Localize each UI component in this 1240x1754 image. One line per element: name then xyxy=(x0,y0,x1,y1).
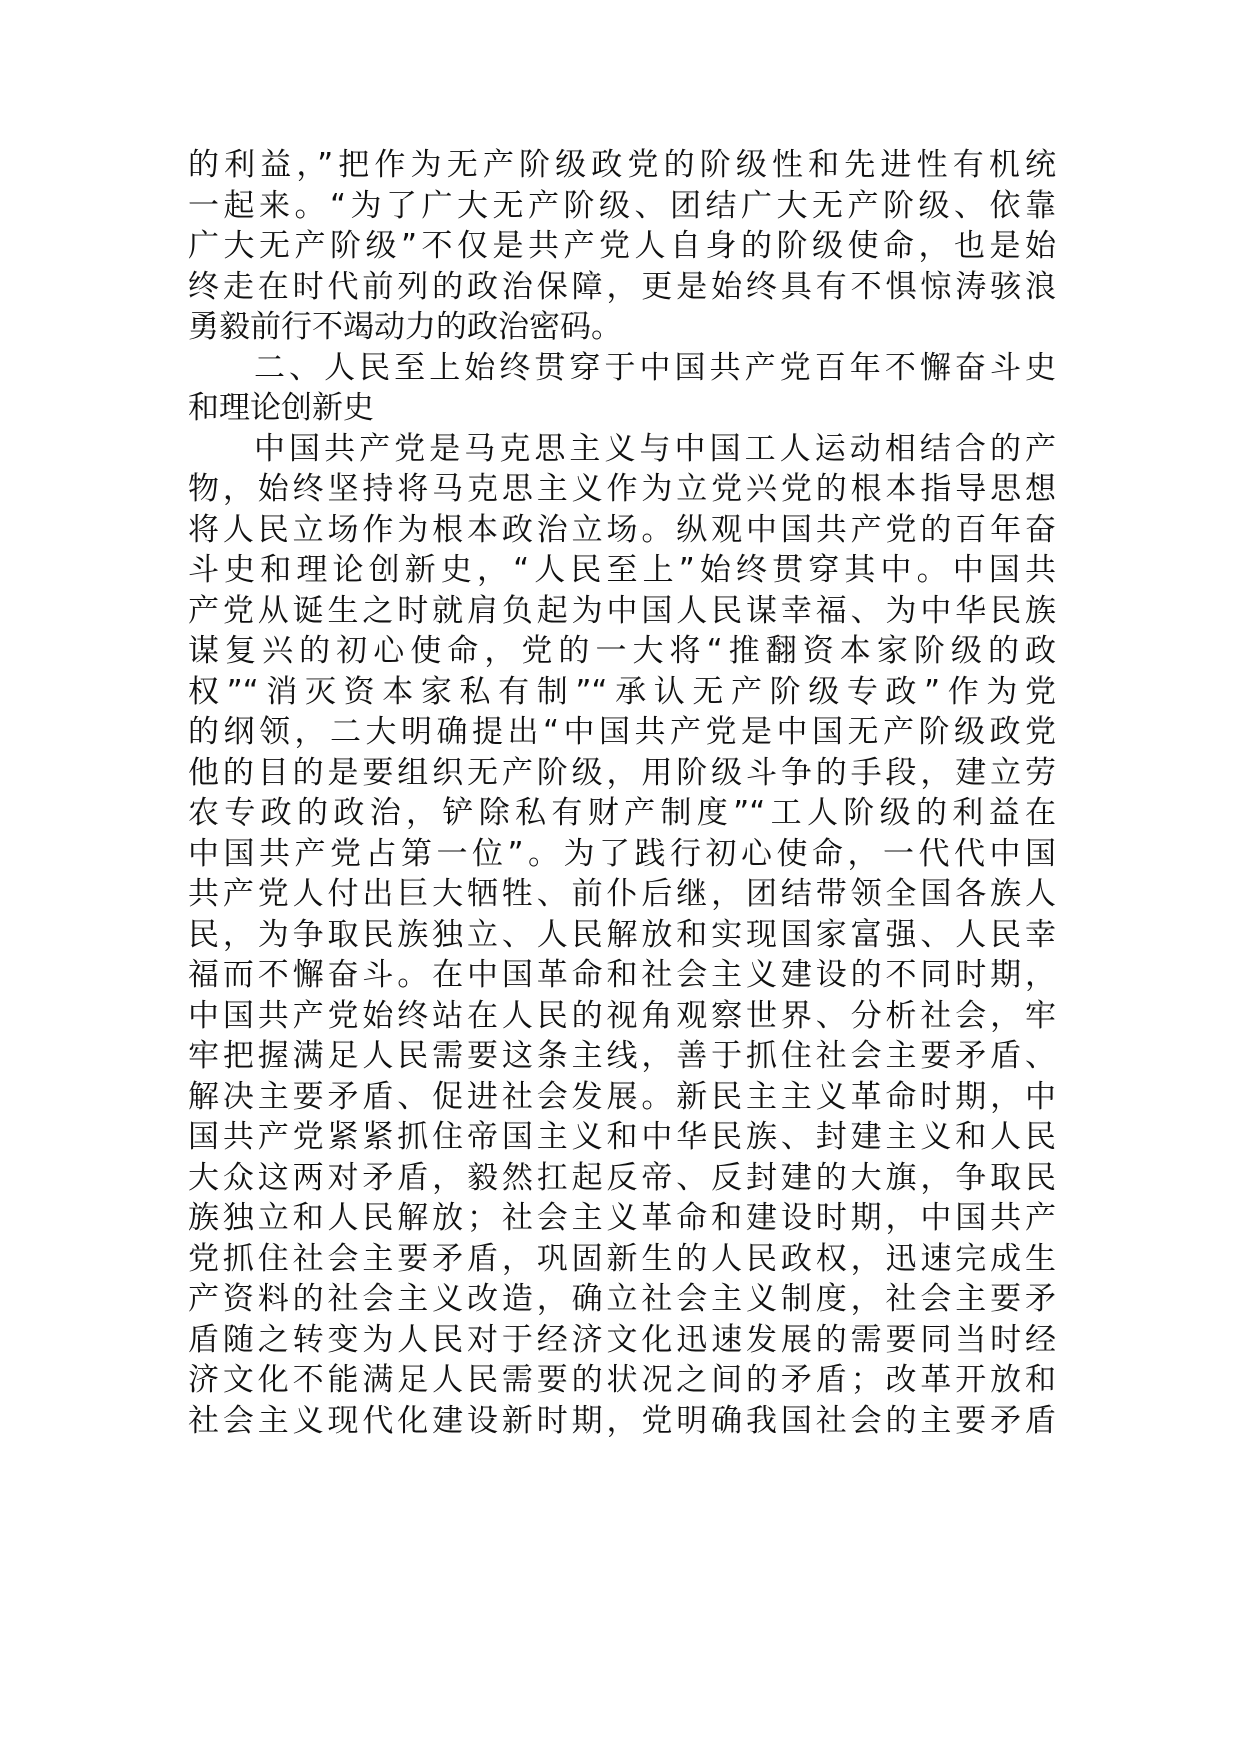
body-line: 大众这两对矛盾，毅然扛起反帝、反封建的大旗，争取民 xyxy=(188,1159,1056,1196)
body-line: 一起来。“为了广大无产阶级、团结广大无产阶级、依靠 xyxy=(188,187,1056,224)
body-line: 济文化不能满足人民需要的状况之间的矛盾；改革开放和 xyxy=(188,1362,1056,1398)
body-line: 福而不懈奋斗。在中国革命和社会主义建设的不同时期， xyxy=(188,957,1056,993)
body-line: 广大无产阶级”不仅是共产党人自身的阶级使命，也是始 xyxy=(188,228,1056,264)
body-line: 农专政的政治，铲除私有财产制度”“工人阶级的利益在 xyxy=(188,795,1056,831)
section-heading: 二、人民至上始终贯穿于中国共产党百年不懈奋斗史 xyxy=(254,349,1056,386)
section-heading: 和理论创新史 xyxy=(188,390,374,426)
body-line: 权”“消灭资本家私有制”“承认无产阶级专政”作为党 xyxy=(188,673,1056,710)
body-line: 盾随之转变为人民对于经济文化迅速发展的需要同当时经 xyxy=(188,1321,1056,1358)
body-line: 牢把握满足人民需要这条主线，善于抓住社会主要矛盾、 xyxy=(188,1038,1056,1074)
body-line: 谋复兴的初心使命，党的一大将“推翻资本家阶级的政 xyxy=(188,633,1056,669)
body-line: 的纲领，二大明确提出“中国共产党是中国无产阶级政党 xyxy=(188,714,1056,750)
body-line: 中国共产党是马克思主义与中国工人运动相结合的产 xyxy=(254,430,1056,467)
body-line: 将人民立场作为根本政治立场。纵观中国共产党的百年奋 xyxy=(188,511,1056,548)
document-body xyxy=(188,145,1056,1441)
body-line: 产资料的社会主义改造，确立社会主义制度，社会主要矛 xyxy=(188,1281,1056,1317)
body-line: 物，始终坚持将马克思主义作为立党兴党的根本指导思想 xyxy=(188,471,1056,507)
body-line: 的利益，”把作为无产阶级政党的阶级性和先进性有机统 xyxy=(188,147,1056,183)
body-line: 他的目的是要组织无产阶级，用阶级斗争的手段，建立劳 xyxy=(188,754,1056,791)
body-line: 中国共产党始终站在人民的视角观察世界、分析社会，牢 xyxy=(188,997,1056,1034)
body-line: 国共产党紧紧抓住帝国主义和中华民族、封建主义和人民 xyxy=(188,1119,1056,1155)
body-line: 产党从诞生之时就肩负起为中国人民谋幸福、为中华民族 xyxy=(188,592,1056,629)
body-line: 共产党人付出巨大牺牲、前仆后继，团结带领全国各族人 xyxy=(188,876,1056,912)
body-line: 勇毅前行不竭动力的政治密码。 xyxy=(188,309,622,345)
body-line: 社会主义现代化建设新时期，党明确我国社会的主要矛盾 xyxy=(188,1402,1056,1439)
body-line: 党抓住社会主要矛盾，巩固新生的人民政权，迅速完成生 xyxy=(188,1240,1056,1277)
body-line: 中国共产党占第一位”。为了践行初心使命，一代代中国 xyxy=(188,835,1056,872)
body-line: 终走在时代前列的政治保障，更是始终具有不惧惊涛骇浪 xyxy=(188,268,1056,305)
body-line: 斗史和理论创新史，“人民至上”始终贯穿其中。中国共 xyxy=(188,552,1056,588)
body-line: 族独立和人民解放；社会主义革命和建设时期，中国共产 xyxy=(188,1200,1056,1236)
body-line: 解决主要矛盾、促进社会发展。新民主主义革命时期，中 xyxy=(188,1078,1056,1115)
body-line: 民，为争取民族独立、人民解放和实现国家富强、人民幸 xyxy=(188,916,1056,953)
